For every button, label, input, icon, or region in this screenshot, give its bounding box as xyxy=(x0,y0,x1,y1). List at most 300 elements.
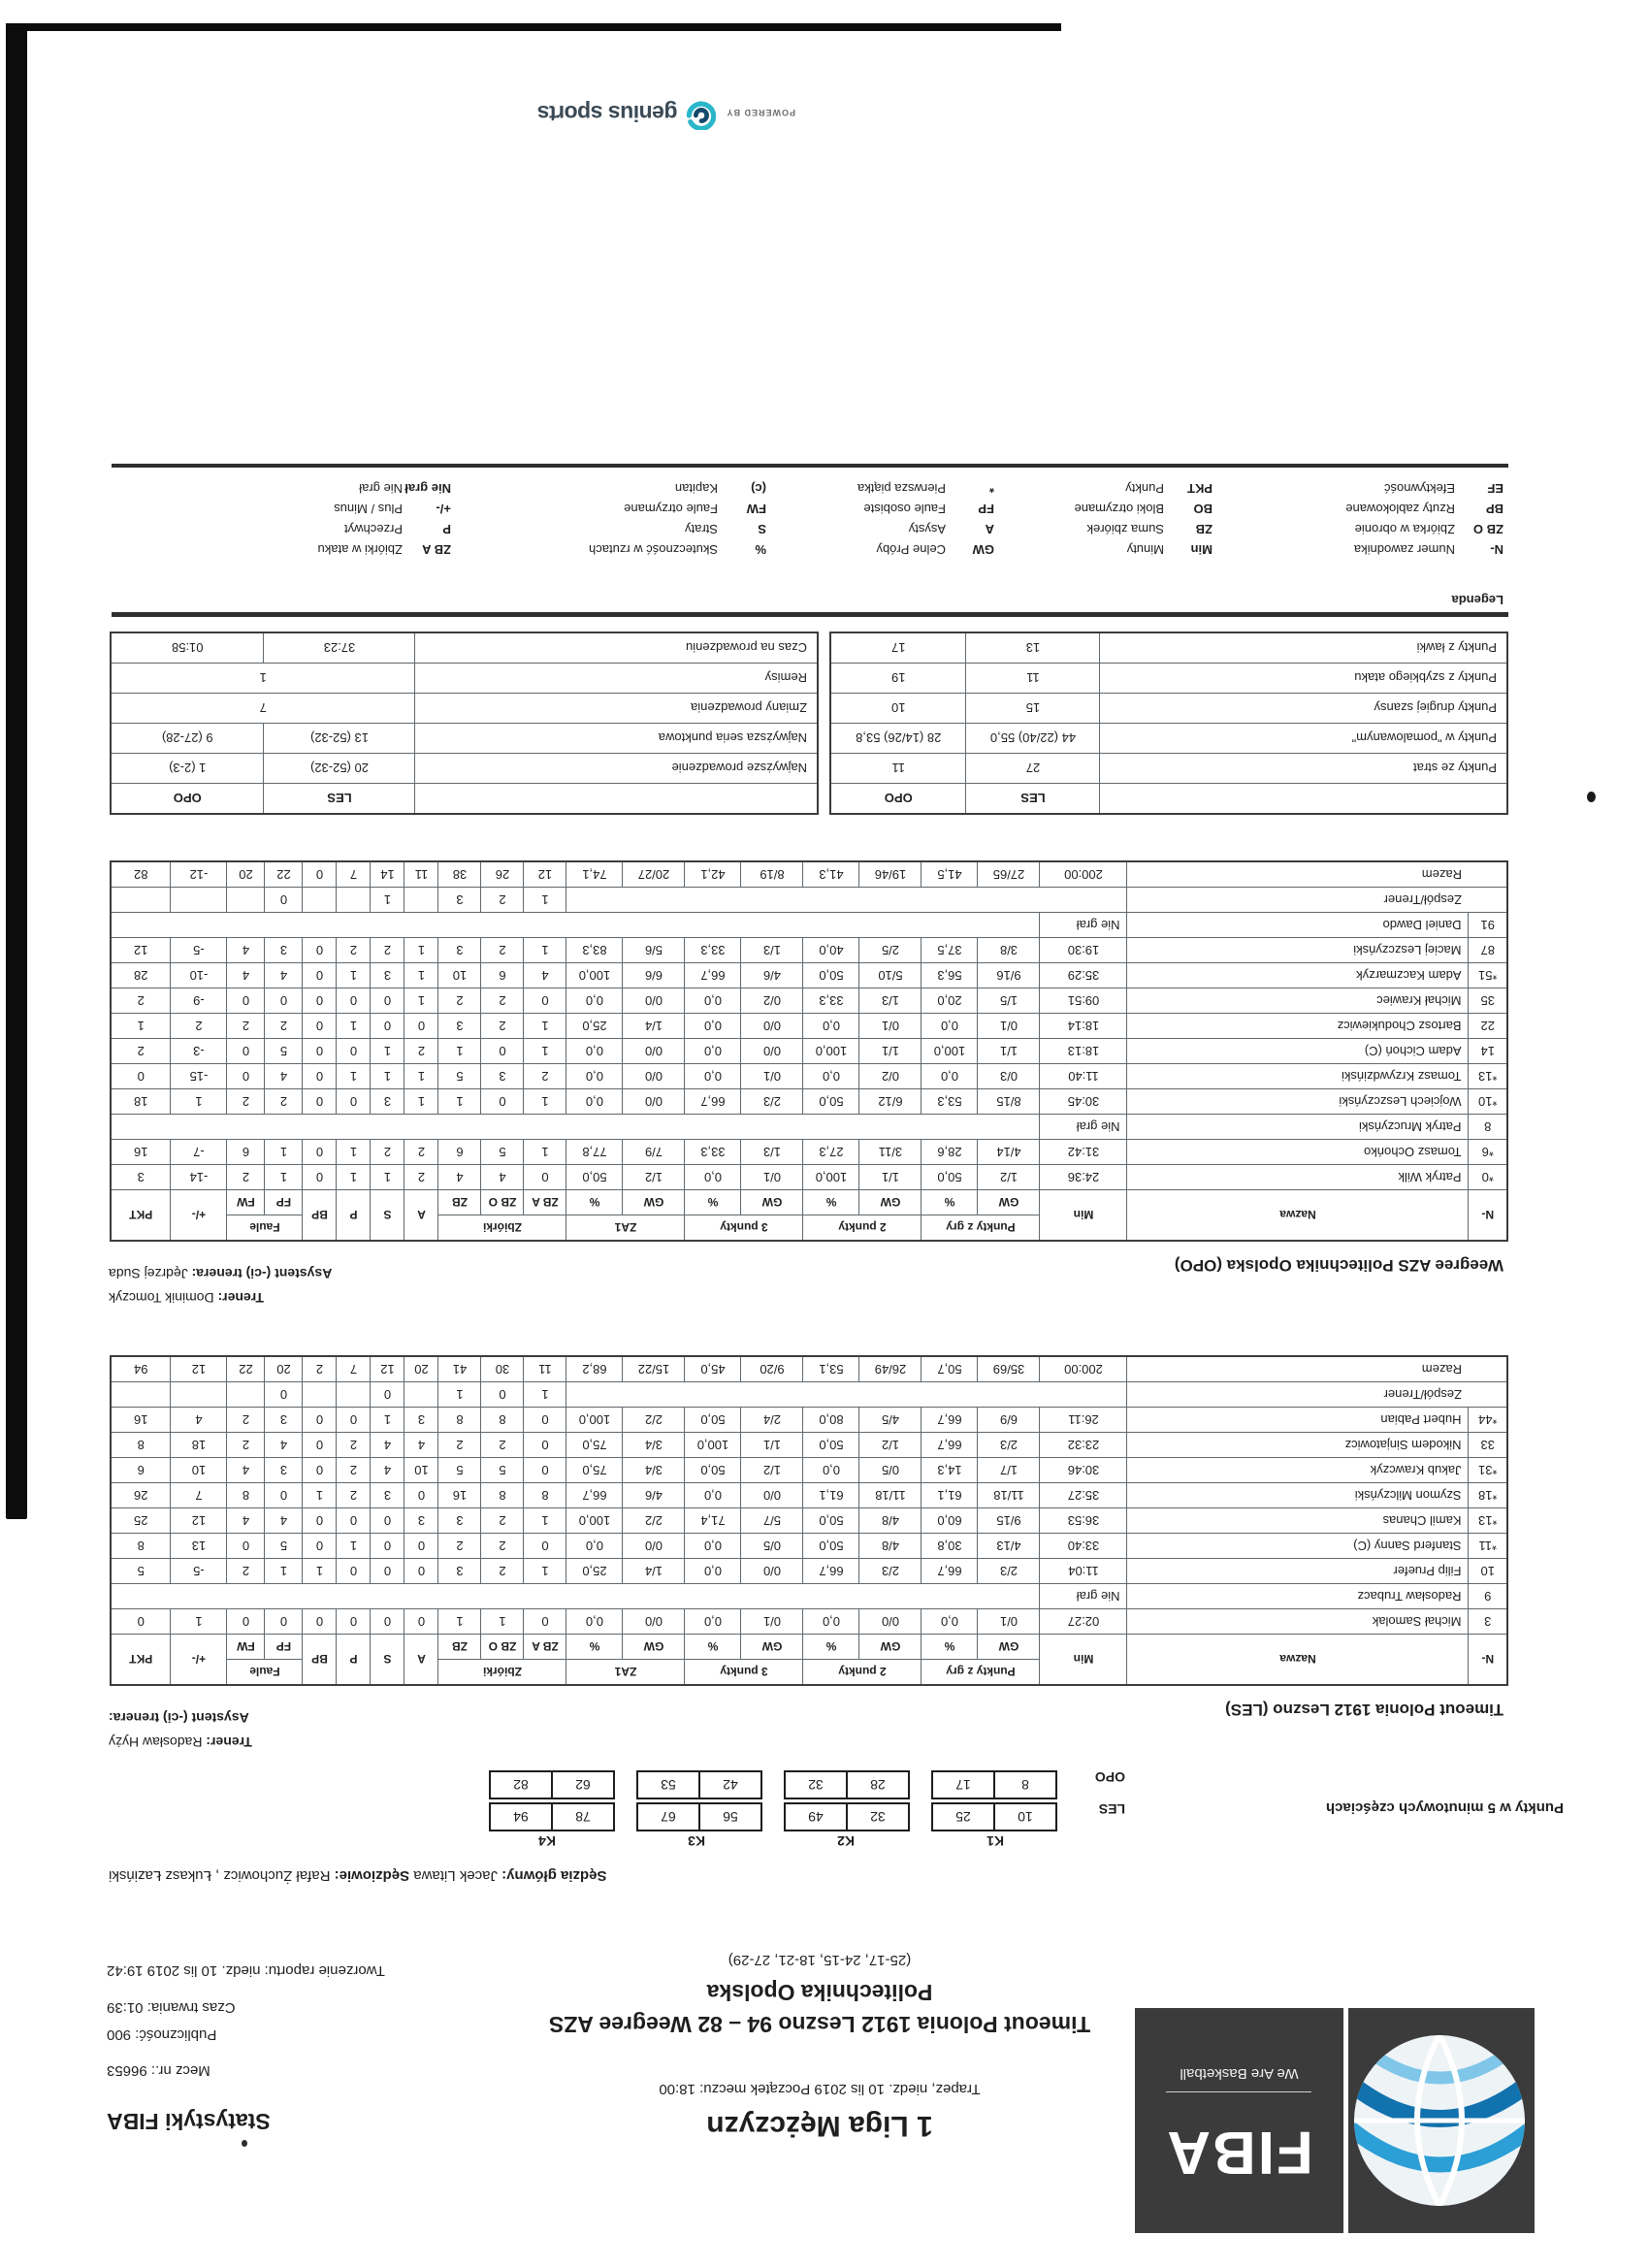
stat-value: 5 xyxy=(265,1534,303,1559)
stat-value: 22 xyxy=(265,861,303,888)
stat-value: 0 xyxy=(303,1408,337,1433)
stat-value: 94 xyxy=(111,1356,171,1382)
col-header-stat: P xyxy=(337,1190,371,1242)
legend-abbr: BO xyxy=(1193,502,1212,516)
stat-value: 0,0 xyxy=(685,1014,741,1039)
stat-value: 1 xyxy=(303,1559,337,1584)
legend-abbr: ZB A xyxy=(422,542,451,557)
stat-value: 0,0 xyxy=(566,1089,623,1115)
stat-value: 11:04 xyxy=(1040,1559,1127,1584)
assistant-label: Asystent (-ci) trenera: xyxy=(191,1266,333,1281)
stat-value: 9/15 xyxy=(978,1508,1040,1534)
stat-value: 1/2 xyxy=(859,1433,922,1458)
stat-value: 33,3 xyxy=(803,988,859,1014)
stat-value: 4 xyxy=(438,1165,481,1190)
legend-entry: GWCelne Próby xyxy=(876,542,994,557)
player-row xyxy=(111,913,1507,938)
stat-value: 2 xyxy=(404,1140,438,1165)
quarter-score-value: 78 xyxy=(575,1809,591,1825)
stat-value: 1/5 xyxy=(978,988,1040,1014)
player-row xyxy=(111,1433,1507,1458)
stat-value: -15 xyxy=(171,1064,227,1089)
report-created: Tworzenie raportu: niedz. 10 lis 2019 19:42 xyxy=(107,1962,385,1979)
stat-value: 1 xyxy=(404,963,438,988)
quarter-score-value: 17 xyxy=(933,1772,995,1798)
player-name: Maciej Leszczyński xyxy=(1127,938,1469,963)
stat-value: 3 xyxy=(438,1559,481,1584)
col-subheader: % xyxy=(566,1190,623,1215)
stat-value: 5 xyxy=(438,1064,481,1089)
stat-value: -9 xyxy=(171,988,227,1014)
stat-value: 2 xyxy=(227,1559,265,1584)
stat-value: 2 xyxy=(404,1165,438,1190)
stat-value: 11/18 xyxy=(859,1483,922,1508)
stat-value: 0,0 xyxy=(685,1039,741,1064)
stat-value: 0,0 xyxy=(803,1609,859,1635)
player-name: Patryk Wilk xyxy=(1127,1165,1469,1190)
stat-value: 50,0 xyxy=(685,1408,741,1433)
stat-value: 1 xyxy=(303,1483,337,1508)
stat-value: 9/16 xyxy=(978,963,1040,988)
stat-value: 0 xyxy=(524,1433,566,1458)
total-row-label: Razem xyxy=(1127,861,1507,888)
player-number: 14 xyxy=(1469,1039,1507,1064)
summary-label: Najwyższe prowadzenie xyxy=(415,754,818,784)
col-header-min: Min xyxy=(1040,1635,1127,1686)
stat-value: 0 xyxy=(303,1609,337,1635)
assistant-name: Jędrzej Suda xyxy=(109,1266,192,1281)
stat-value: 7 xyxy=(337,1356,371,1382)
stat-value: 4 xyxy=(265,963,303,988)
stat-value: -10 xyxy=(171,963,227,988)
stat-value: 1 xyxy=(438,1609,481,1635)
col-group-header-rebounds: Zbiórki xyxy=(438,1215,566,1242)
stat-value: 0 xyxy=(404,1483,438,1508)
quarter-label: K4 xyxy=(538,1833,556,1849)
stat-value: 1 xyxy=(524,888,566,913)
stats-title: Statystyki FIBA xyxy=(107,2109,271,2134)
stat-value: 2 xyxy=(337,938,371,963)
assistant-line xyxy=(109,1710,252,1726)
col-header-number: N- xyxy=(1469,1635,1507,1686)
stat-value: 1 xyxy=(438,1382,481,1408)
stat-value: 4/5 xyxy=(859,1408,922,1433)
stat-value: 19/46 xyxy=(859,861,922,888)
stat-value: 0 xyxy=(337,1559,371,1584)
stat-value: 33:40 xyxy=(1040,1534,1127,1559)
col-header-name: Nazwa xyxy=(1127,1635,1469,1686)
stat-value: 8 xyxy=(438,1408,481,1433)
stat-value: 36:53 xyxy=(1040,1508,1127,1534)
stat-value: 0 xyxy=(371,1559,404,1584)
empty-stats xyxy=(566,1382,1127,1408)
stat-value: 100,0 xyxy=(803,1039,859,1064)
stat-value: 1 xyxy=(481,1609,524,1635)
legend-abbr: A xyxy=(985,522,994,536)
dnp-label: Nie grał xyxy=(1040,913,1127,938)
quarter-score-value: 10 xyxy=(1018,1809,1033,1825)
officials-line xyxy=(109,1867,607,1884)
stat-value: 56,3 xyxy=(922,963,978,988)
summary-row xyxy=(830,632,1507,664)
player-name: Michał Samolak xyxy=(1127,1609,1469,1635)
stat-value: 2 xyxy=(481,888,524,913)
player-row xyxy=(111,1089,1507,1115)
stat-value xyxy=(111,1382,171,1408)
stat-value: 0/1 xyxy=(978,1609,1040,1635)
summary-label: Punkty z ławki xyxy=(1100,632,1507,664)
stat-value: 20,0 xyxy=(922,988,978,1014)
stat-value: -14 xyxy=(171,1165,227,1190)
legend-entry: BPRzuty zablokowane xyxy=(1345,502,1504,516)
player-name: Jakub Krawczyk xyxy=(1127,1458,1469,1483)
summary-value: 44 (22/40) 55,0 xyxy=(966,724,1100,754)
stat-value: 100,0 xyxy=(566,1408,623,1433)
stat-value: 0 xyxy=(265,888,303,913)
stat-value: 0/0 xyxy=(859,1609,922,1635)
summary-value: 1 (2-3) xyxy=(111,754,264,784)
stat-value: 0 xyxy=(481,1089,524,1115)
stat-value: 0/0 xyxy=(623,1534,685,1559)
stat-value: 20 xyxy=(265,1356,303,1382)
col-subheader: FP xyxy=(265,1190,303,1215)
stat-value: 31:42 xyxy=(1040,1140,1127,1165)
scan-artifact-dot xyxy=(1587,792,1596,802)
stat-value: 0/1 xyxy=(741,1165,803,1190)
stat-value: 2/3 xyxy=(859,1559,922,1584)
legend-entry: PPrzechwyt xyxy=(344,522,451,536)
quarter-score-value: 32 xyxy=(786,1772,848,1798)
stat-value: 1/3 xyxy=(741,938,803,963)
stat-value: 18:14 xyxy=(1040,1014,1127,1039)
legend-entry: ZB AZbiórki w ataku xyxy=(317,542,451,557)
col-group-header: 2 punkty xyxy=(803,1660,922,1686)
stat-value: 28,6 xyxy=(922,1140,978,1165)
col-group-header-fouls: Faule xyxy=(227,1660,303,1686)
col-group-header: Punkty z gry xyxy=(922,1215,1040,1242)
stat-value: 2 xyxy=(303,1356,337,1382)
legend-entry: N-Numer zawodnika xyxy=(1353,542,1504,557)
stat-value: 3 xyxy=(371,963,404,988)
stat-value: 0,0 xyxy=(685,1483,741,1508)
stat-value: 0 xyxy=(265,988,303,1014)
team-totals-row xyxy=(111,1382,1507,1408)
stat-value: 2 xyxy=(371,1140,404,1165)
stat-value: 38 xyxy=(438,861,481,888)
stat-value: 3 xyxy=(404,1508,438,1534)
stat-value: 20 xyxy=(227,861,265,888)
stat-value: 6 xyxy=(111,1458,171,1483)
stat-value: 50,7 xyxy=(922,1356,978,1382)
stat-value: 1/1 xyxy=(859,1165,922,1190)
stat-value: 1 xyxy=(524,1508,566,1534)
stat-value: 6/12 xyxy=(859,1089,922,1115)
stat-value: 0 xyxy=(303,1165,337,1190)
team-title-les: Timeout Polonia 1912 Leszno (LES) xyxy=(1225,1701,1504,1719)
player-row xyxy=(111,963,1507,988)
stat-value xyxy=(303,1382,337,1408)
stat-value: 0 xyxy=(481,1039,524,1064)
col-group-header-fouls: Faule xyxy=(227,1215,303,1242)
stat-value xyxy=(111,888,171,913)
stat-value: 6/9 xyxy=(978,1408,1040,1433)
col-header-points: PKT xyxy=(111,1635,171,1686)
stat-value: 1 xyxy=(337,1165,371,1190)
stat-value: 4/8 xyxy=(859,1534,922,1559)
player-number: 10 xyxy=(1469,1559,1507,1584)
total-row-label: Razem xyxy=(1127,1356,1507,1382)
stat-value: 1 xyxy=(265,1140,303,1165)
stat-value: 68,2 xyxy=(566,1356,623,1382)
stat-value: 26:11 xyxy=(1040,1408,1127,1433)
player-name: Daniel Dawdo xyxy=(1127,913,1469,938)
stat-value: 2/2 xyxy=(623,1508,685,1534)
quarter-score-value: 28 xyxy=(870,1777,886,1793)
stat-value: 4/14 xyxy=(978,1140,1040,1165)
stat-value: 0,0 xyxy=(685,1534,741,1559)
stat-value: 0 xyxy=(524,1408,566,1433)
stat-value: 6 xyxy=(481,963,524,988)
stat-value: 12 xyxy=(371,1356,404,1382)
stat-value: 0 xyxy=(337,1408,371,1433)
quarter-score-value: 62 xyxy=(575,1777,591,1793)
quarter-score-pair xyxy=(931,1770,1057,1799)
stat-value: 1/2 xyxy=(623,1165,685,1190)
stat-value: 5 xyxy=(438,1458,481,1483)
stat-value: 1/7 xyxy=(978,1458,1040,1483)
stat-value: 26 xyxy=(481,861,524,888)
stat-value: 4 xyxy=(227,1508,265,1534)
stat-value: 0 xyxy=(303,963,337,988)
legend-abbr: P xyxy=(442,522,451,536)
summary-row xyxy=(830,664,1507,694)
stat-value: 2 xyxy=(227,1433,265,1458)
quarter-partials: (25-17, 24-15, 18-21, 27-29) xyxy=(728,1952,912,1968)
col-subheader: ZB A xyxy=(524,1190,566,1215)
stat-value: 0,0 xyxy=(566,1534,623,1559)
summary-label: Punkty w "pomalowanym" xyxy=(1100,724,1507,754)
summary-column-header: OPO xyxy=(111,784,264,815)
stat-value: 5/7 xyxy=(741,1508,803,1534)
main-referee-label: Sędzia główny: xyxy=(501,1867,607,1884)
stat-value: 1/1 xyxy=(978,1039,1040,1064)
col-subheader: GW xyxy=(623,1190,685,1215)
quarter-score-value: 49 xyxy=(786,1804,848,1830)
stat-value: 2 xyxy=(481,1508,524,1534)
summary-value: 28 (14/26) 53,8 xyxy=(830,724,966,754)
stat-value: 200:00 xyxy=(1040,861,1127,888)
stat-value: 4 xyxy=(227,1458,265,1483)
player-name: Radosław Trubacz xyxy=(1127,1584,1469,1609)
scan-artifact-dot xyxy=(242,2140,247,2147)
stat-value: 0/0 xyxy=(623,1039,685,1064)
summary-label: Najwyższa seria punktowa xyxy=(415,724,818,754)
fiba-text: FIBA xyxy=(1165,2119,1313,2186)
player-name: Nikodem Sinjatowicz xyxy=(1127,1433,1469,1458)
stat-value: 2 xyxy=(481,988,524,1014)
legend-abbr: ZB xyxy=(1195,522,1212,536)
stat-value: 11/18 xyxy=(978,1483,1040,1508)
stat-value: 10 xyxy=(438,963,481,988)
stat-value: 1 xyxy=(524,1140,566,1165)
col-header-points: PKT xyxy=(111,1190,171,1242)
stat-value: 1 xyxy=(371,1064,404,1089)
legend-abbr: PKT xyxy=(1187,481,1212,496)
col-header-stat: BP xyxy=(303,1190,337,1242)
stat-value: 1 xyxy=(337,1064,371,1089)
stat-value: 3 xyxy=(265,1408,303,1433)
stat-value: 0 xyxy=(481,1382,524,1408)
stat-value: 0 xyxy=(371,1014,404,1039)
player-number: 9 xyxy=(1469,1584,1507,1609)
summary-column-header xyxy=(415,784,818,815)
legend-entry: FWFaule otrzymane xyxy=(624,502,766,516)
stat-value: 4 xyxy=(227,963,265,988)
col-subheader: ZB O xyxy=(481,1190,524,1215)
col-header-number: N- xyxy=(1469,1190,1507,1242)
stat-value: 25,0 xyxy=(566,1559,623,1584)
attendance: Publiczność: 900 xyxy=(107,2026,217,2043)
stat-value: 4/6 xyxy=(741,963,803,988)
stat-value: 0/0 xyxy=(623,1609,685,1635)
stat-value: 5 xyxy=(111,1559,171,1584)
stat-value: 19:30 xyxy=(1040,938,1127,963)
stat-value: 02:27 xyxy=(1040,1609,1127,1635)
quarter-score-pair xyxy=(931,1802,1057,1831)
stat-value: 66,7 xyxy=(566,1483,623,1508)
summary-label: Punkty z szybkiego ataku xyxy=(1100,664,1507,694)
empty-stats xyxy=(111,1584,1040,1609)
stat-value: 0,0 xyxy=(803,1458,859,1483)
stat-value: 0,0 xyxy=(803,1064,859,1089)
player-number: *13 xyxy=(1469,1064,1507,1089)
summary-column-header: LES xyxy=(966,784,1100,815)
stat-value: 2 xyxy=(438,1433,481,1458)
col-header-min: Min xyxy=(1040,1190,1127,1242)
stat-value: -5 xyxy=(171,938,227,963)
stat-value: 1 xyxy=(524,1039,566,1064)
stat-value: 3/4 xyxy=(623,1458,685,1483)
player-number: *18 xyxy=(1469,1483,1507,1508)
legend-title: Legenda xyxy=(1451,593,1504,607)
quarter-score-value: 25 xyxy=(933,1804,995,1830)
stat-value: 1 xyxy=(337,1140,371,1165)
stat-value xyxy=(337,888,371,913)
stat-value: 0 xyxy=(303,1039,337,1064)
team-code: LES xyxy=(1098,1801,1125,1817)
stat-value: 8 xyxy=(111,1534,171,1559)
divider-rule xyxy=(112,464,1508,468)
stat-value: 1 xyxy=(171,1089,227,1115)
stat-value: 0/1 xyxy=(741,1064,803,1089)
stat-value: 24:36 xyxy=(1040,1165,1127,1190)
stat-value: 71,4 xyxy=(685,1508,741,1534)
stat-value: 1 xyxy=(404,1064,438,1089)
stat-value: 1 xyxy=(111,1014,171,1039)
empty-stats xyxy=(111,1115,1040,1140)
stat-value: 50,0 xyxy=(803,1508,859,1534)
stat-value: 61,1 xyxy=(922,1483,978,1508)
player-row xyxy=(111,1458,1507,1483)
col-header-stat: BP xyxy=(303,1635,337,1686)
stat-value: 0,0 xyxy=(685,1165,741,1190)
player-row xyxy=(111,1408,1507,1433)
legend-abbr: Min xyxy=(1190,542,1212,557)
legend-abbr: (c) xyxy=(751,481,766,496)
stat-value: 0 xyxy=(404,1559,438,1584)
legend-entry: ZBSuma zbiórek xyxy=(1086,522,1212,536)
legend-abbr: FW xyxy=(746,502,766,516)
stat-value: 1/2 xyxy=(978,1165,1040,1190)
stat-value: 100,0 xyxy=(685,1433,741,1458)
summary-value: 37:23 xyxy=(264,632,415,664)
stat-value: 1 xyxy=(404,988,438,1014)
stat-value: 1 xyxy=(371,1165,404,1190)
stat-value: 33,3 xyxy=(685,938,741,963)
player-number: *11 xyxy=(1469,1534,1507,1559)
stat-value: 0,0 xyxy=(922,1064,978,1089)
genius-sports-wordmark: genius sports xyxy=(537,101,678,126)
genius-sports-logo-icon xyxy=(687,96,716,130)
stat-value: 33,3 xyxy=(685,1140,741,1165)
quarter-score-pair xyxy=(636,1802,762,1831)
referees: Rafał Żuchowicz , Łukasz Łaziński xyxy=(109,1867,335,1884)
stat-value: 0,0 xyxy=(566,988,623,1014)
stat-value: 4 xyxy=(371,1433,404,1458)
grand-total-row xyxy=(111,1356,1507,1382)
coach-name: Dominik Tomczyk xyxy=(109,1290,218,1306)
stat-value: 0 xyxy=(227,1609,265,1635)
stat-value: 1 xyxy=(265,1559,303,1584)
stat-value: 0/0 xyxy=(741,1039,803,1064)
stat-value: 50,0 xyxy=(803,963,859,988)
player-number: *6 xyxy=(1469,1140,1507,1165)
stat-value: 41,3 xyxy=(803,861,859,888)
player-name: Adam Cichoń (C) xyxy=(1127,1039,1469,1064)
stat-value xyxy=(404,1382,438,1408)
player-row xyxy=(111,1609,1507,1635)
stat-value: 2/3 xyxy=(741,1089,803,1115)
stat-value: 13 xyxy=(171,1534,227,1559)
player-number: 22 xyxy=(1469,1014,1507,1039)
stat-value: 3 xyxy=(438,1014,481,1039)
duration: Czas trwania: 01:39 xyxy=(107,1999,236,2016)
stat-value: 1/3 xyxy=(859,988,922,1014)
coach-name: Radosław Hyży xyxy=(109,1734,207,1750)
scan-artifact-top-edge xyxy=(6,23,1061,31)
stat-value: 2 xyxy=(404,1039,438,1064)
stat-value xyxy=(303,888,337,913)
stat-value: 0/1 xyxy=(741,1609,803,1635)
stat-value: 6/6 xyxy=(623,963,685,988)
stat-value: 1/4 xyxy=(623,1559,685,1584)
stat-value: 0 xyxy=(337,1609,371,1635)
stat-value: 0 xyxy=(524,1458,566,1483)
col-group-header: 3 punkty xyxy=(685,1215,803,1242)
stat-value: 0 xyxy=(524,988,566,1014)
stat-value: 8 xyxy=(227,1483,265,1508)
stat-value: 200:00 xyxy=(1040,1356,1127,1382)
stat-value: 2 xyxy=(227,1014,265,1039)
player-name: Patryk Mruczyński xyxy=(1127,1115,1469,1140)
empty-stats xyxy=(566,888,1127,913)
player-row xyxy=(111,1534,1507,1559)
stat-value: 0 xyxy=(524,1609,566,1635)
legend-entry: SStraty xyxy=(685,522,766,536)
stat-value: 3 xyxy=(438,1508,481,1534)
venue-line: Trapez, niedz. 10 lis 2019 Początek meczu: 18:00 xyxy=(659,2081,981,2097)
stat-value: 11:40 xyxy=(1040,1064,1127,1089)
